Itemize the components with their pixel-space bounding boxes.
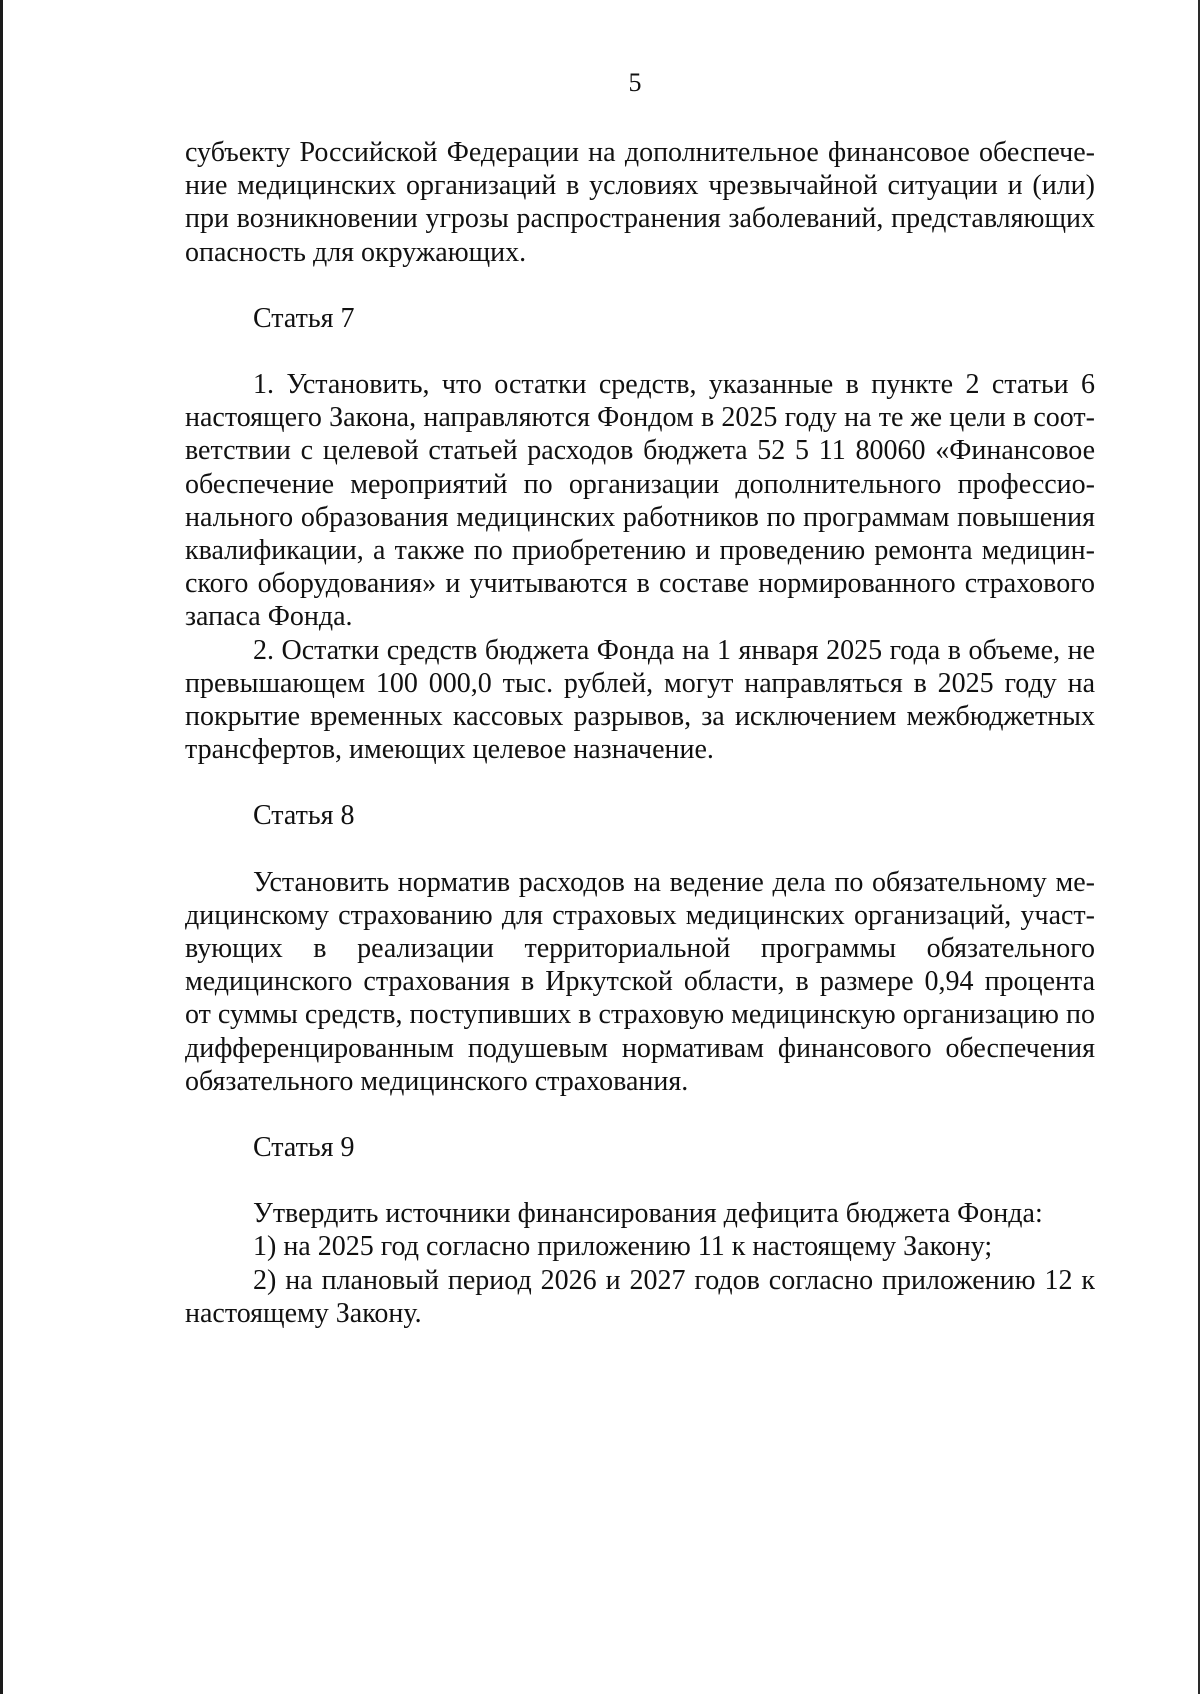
scan-edge-left (0, 0, 3, 1694)
document-body (185, 136, 1095, 1330)
article-9-paragraph-1: Утвердить источники финансирования дефицита бюджета Фонда: (253, 1198, 1043, 1230)
article-9-item-1: 1) на 2025 год согласно приложению 11 к настоящему Закону; (253, 1231, 993, 1263)
intro-paragraph: субъекту Российской Федерации на дополнительное финансовое обеспечение медицинских организаций в условиях чрезвычайной ситуации и (или) при возникновении угрозы распространения заболеваний, представляющих опасность для окружающих. (185, 137, 1095, 268)
article-8-paragraph-1: Установить норматив расходов на ведение дела по обязательному медицинскому страхованию для страховых медицинских организаций, участвующих в реализации территориальной программы обязательного медицинского страхования в Иркутской области, в размере 0,94 процента от суммы средств, поступивших в страховую медицинскую организацию по дифференцированным подушевым нормативам финансового обеспечения обязательного медицинского страхования. (185, 866, 1095, 1097)
article-7-paragraph-1: 1. Установить, что остатки средств, указанные в пункте 2 статьи 6 настоящего Закона, направляются Фондом в 2025 году на те же цели в соответствии с целевой статьей расходов бюджета 52 5 11 80060 «Финансовое обеспечение мероприятий по организации дополнительного профессионального образования медицинских работников по программам повышения квалификации, а также по приобретению и проведению ремонта медицинского оборудования» и учитываются в составе нормированного страхового запаса Фонда. (185, 369, 1095, 633)
article-7-heading: Статья 7 (253, 302, 355, 334)
page-number: 5 (628, 68, 642, 97)
article-7-paragraph-2: 2. Остатки средств бюджета Фонда на 1 января 2025 года в объеме, не превышающем 100 000,0 тыс. рублей, могут направляться в 2025 году на покрытие временных кассовых разрывов, за исключением межбюджетных трансфертов, имеющих целевое назначение. (185, 634, 1095, 766)
article-9-heading: Статья 9 (253, 1132, 355, 1164)
article-8-heading: Статья 8 (253, 800, 355, 832)
article-9-item-2: 2) на плановый период 2026 и 2027 годов согласно приложению 12 к настоящему Закону. (185, 1264, 1095, 1329)
